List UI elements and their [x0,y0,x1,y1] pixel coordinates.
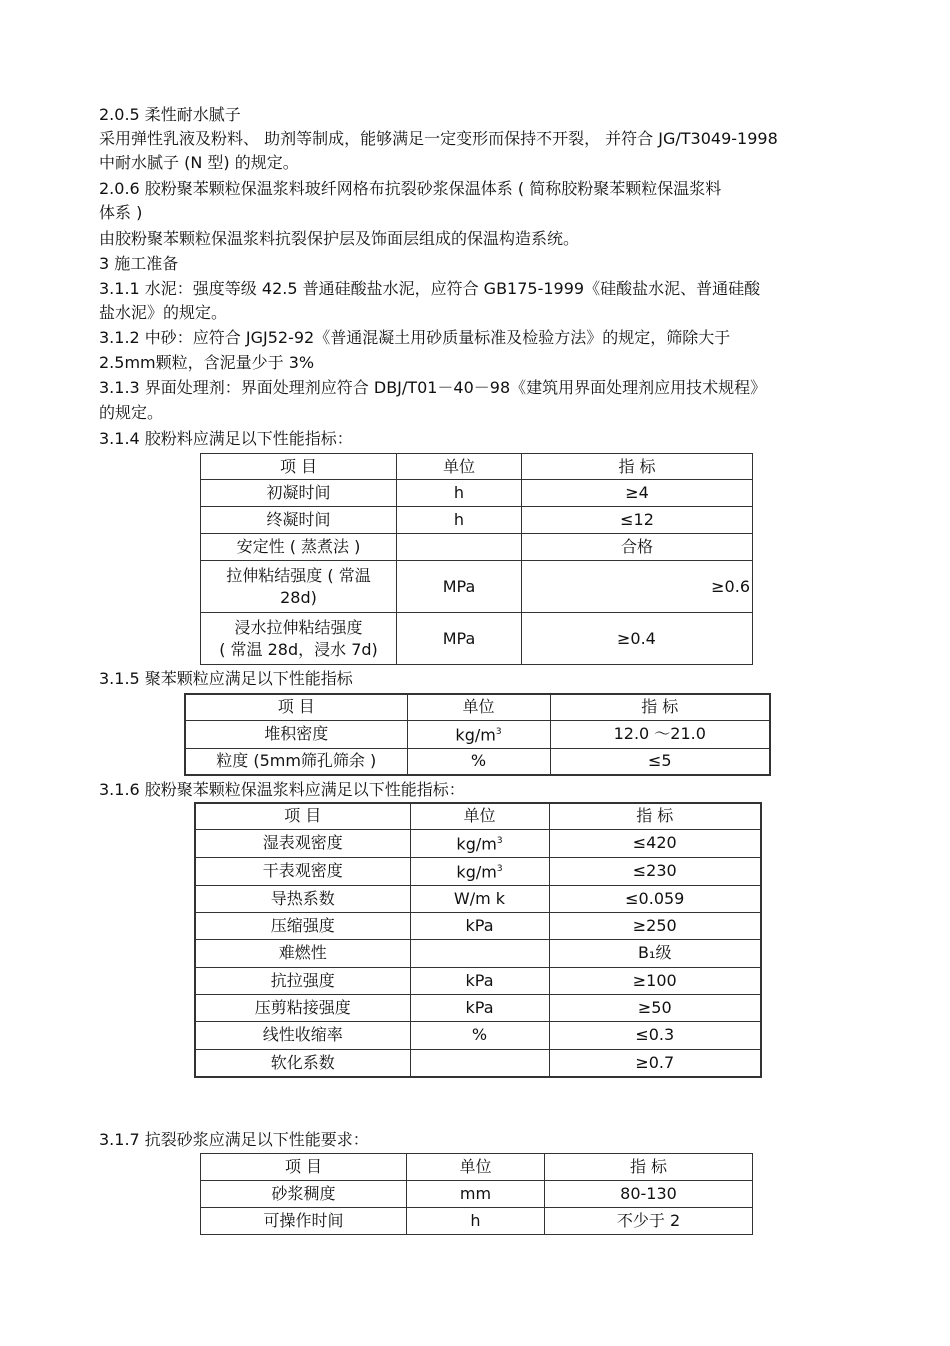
cell-unit [397,534,522,561]
cell-item: 干表观密度 [195,857,410,885]
cell-item-line2: 28d) [280,587,317,607]
cell-item: 可操作时间 [201,1208,407,1235]
unit-text: kg/m [456,862,497,882]
cell-index: ≤230 [549,857,761,885]
superscript: 3 [496,836,503,847]
header-unit: 单位 [407,1154,545,1181]
section-3-1-4: 3.1.4 胶粉料应满足以下性能指标： [99,429,353,448]
cell-item: 湿表观密度 [195,829,410,857]
cell-item: 线性收缩率 [195,1021,410,1049]
table-row [195,885,761,912]
paragraph-line: 的规定。 [99,403,164,422]
section-3-1-3: 3.1.3 界面处理剂：界面处理剂应符合 DBJ/T01－40－98《建筑用界面处理剂应用技术规程》 [99,378,767,397]
section-3-1-6: 3.1.6 胶粉聚苯颗粒保温浆料应满足以下性能指标： [99,780,465,799]
cell-unit: mm [407,1181,545,1208]
paragraph-line: 2.5mm颗粒，含泥量少于 3% [99,353,315,372]
cell-item: 堆积密度 [185,720,407,748]
header-item: 项 目 [201,454,397,480]
table-row [195,967,761,994]
header-item: 项 目 [195,803,410,829]
cell-index: ≥100 [549,967,761,994]
cell-item: 抗拉强度 [195,967,410,994]
table-row [201,507,753,534]
paragraph-line: 由胶粉聚苯颗粒保温浆料抗裂保护层及饰面层组成的保温构造系统。 [99,229,580,248]
cell-index: 80-130 [545,1181,753,1208]
table-3-1-6 [194,802,762,1078]
table-3-1-7 [200,1153,753,1235]
header-unit: 单位 [407,694,550,720]
cell-item: 难燃性 [195,939,410,967]
cell-item: 软化系数 [195,1049,410,1077]
cell-unit: kPa [410,912,549,939]
table-row [201,534,753,561]
header-index: 指 标 [522,454,753,480]
cell-unit: MPa [397,613,522,665]
cell-item: 导热系数 [195,885,410,912]
cell-index: ≤5 [550,748,770,775]
superscript: 3 [495,727,502,738]
header-unit: 单位 [397,454,522,480]
cell-item [201,561,397,613]
section-3-1-7: 3.1.7 抗裂砂浆应满足以下性能要求： [99,1130,369,1149]
cell-item: 粒度 (5mm筛孔筛余 ) [185,748,407,775]
table-3-1-4 [200,453,753,665]
table-row [195,939,761,967]
cell-item: 终凝时间 [201,507,397,534]
section-2-0-5-title: 2.0.5 柔性耐水腻子 [99,105,241,124]
cell-unit: h [407,1208,545,1235]
section-3-title: 3 施工准备 [99,254,179,273]
cell-unit [410,829,549,857]
cell-item: 压缩强度 [195,912,410,939]
table-row [201,480,753,507]
header-unit: 单位 [410,803,549,829]
table-row [185,720,770,748]
table-row [195,1049,761,1077]
cell-index: ≤12 [522,507,753,534]
table-row [201,561,753,613]
table-row [195,829,761,857]
cell-item: 安定性 ( 蒸煮法 ) [201,534,397,561]
cell-unit: MPa [397,561,522,613]
section-3-1-2: 3.1.2 中砂：应符合 JGJ52-92《普通混凝土用砂质量标准及检验方法》的规定，筛除大于 [99,328,731,347]
table-3-1-5 [184,693,771,776]
cell-item-line2: ( 常温 28d，浸水 7d) [219,639,378,659]
header-index: 指 标 [545,1154,753,1181]
cell-index: ≥50 [549,994,761,1021]
cell-unit: % [407,748,550,775]
cell-item-line1: 拉伸粘结强度 ( 常温 [226,565,371,585]
cell-unit [407,720,550,748]
cell-unit: h [397,507,522,534]
unit-text: kg/m [456,834,497,854]
section-3-1-1: 3.1.1 水泥：强度等级 42.5 普通硅酸盐水泥，应符合 GB175-1999《硅酸盐水泥、普通硅酸 [99,279,761,298]
table-row [201,613,753,665]
cell-item: 砂浆稠度 [201,1181,407,1208]
cell-index: 合格 [522,534,753,561]
section-3-1-5: 3.1.5 聚苯颗粒应满足以下性能指标 [99,669,353,688]
cell-index: ≤0.059 [549,885,761,912]
cell-unit: kPa [410,967,549,994]
cell-index: ≥250 [549,912,761,939]
paragraph-line: 中耐水腻子 (N 型) 的规定。 [99,153,299,172]
header-index: 指 标 [550,694,770,720]
paragraph-line: 体系 ) [99,203,143,222]
cell-index: ≥0.6 [522,561,753,613]
cell-unit: h [397,480,522,507]
cell-unit [410,939,549,967]
table-row [195,1021,761,1049]
cell-item: 初凝时间 [201,480,397,507]
cell-index: ≥0.7 [549,1049,761,1077]
unit-text: kg/m [455,725,496,745]
table-row [195,912,761,939]
cell-item-line1: 浸水拉伸粘结强度 [234,617,363,637]
table-row [185,748,770,775]
cell-index: ≥0.4 [522,613,753,665]
cell-unit: % [410,1021,549,1049]
cell-index: ≤420 [549,829,761,857]
table-row [201,1181,753,1208]
cell-unit [410,1049,549,1077]
cell-item: 压剪粘接强度 [195,994,410,1021]
cell-unit [410,857,549,885]
cell-index: 12.0 ～21.0 [550,720,770,748]
section-2-0-6-title: 2.0.6 胶粉聚苯颗粒保温浆料玻纤网格布抗裂砂浆保温体系 ( 简称胶粉聚苯颗粒保温浆料 [99,179,722,198]
paragraph-line: 采用弹性乳液及粉料、 助剂等制成，能够满足一定变形而保持不开裂， 并符合 JG/T3049-1998 [99,129,778,148]
cell-index: ≥4 [522,480,753,507]
cell-item [201,613,397,665]
cell-unit: kPa [410,994,549,1021]
table-row [201,1208,753,1235]
cell-index: 不少于 2 [545,1208,753,1235]
paragraph-line: 盐水泥》的规定。 [99,303,228,322]
cell-unit: W/m k [410,885,549,912]
table-row [195,857,761,885]
table-row [195,994,761,1021]
cell-index: B₁级 [549,939,761,967]
superscript: 3 [496,864,503,875]
cell-index: ≤0.3 [549,1021,761,1049]
header-index: 指 标 [549,803,761,829]
header-item: 项 目 [185,694,407,720]
header-item: 项 目 [201,1154,407,1181]
